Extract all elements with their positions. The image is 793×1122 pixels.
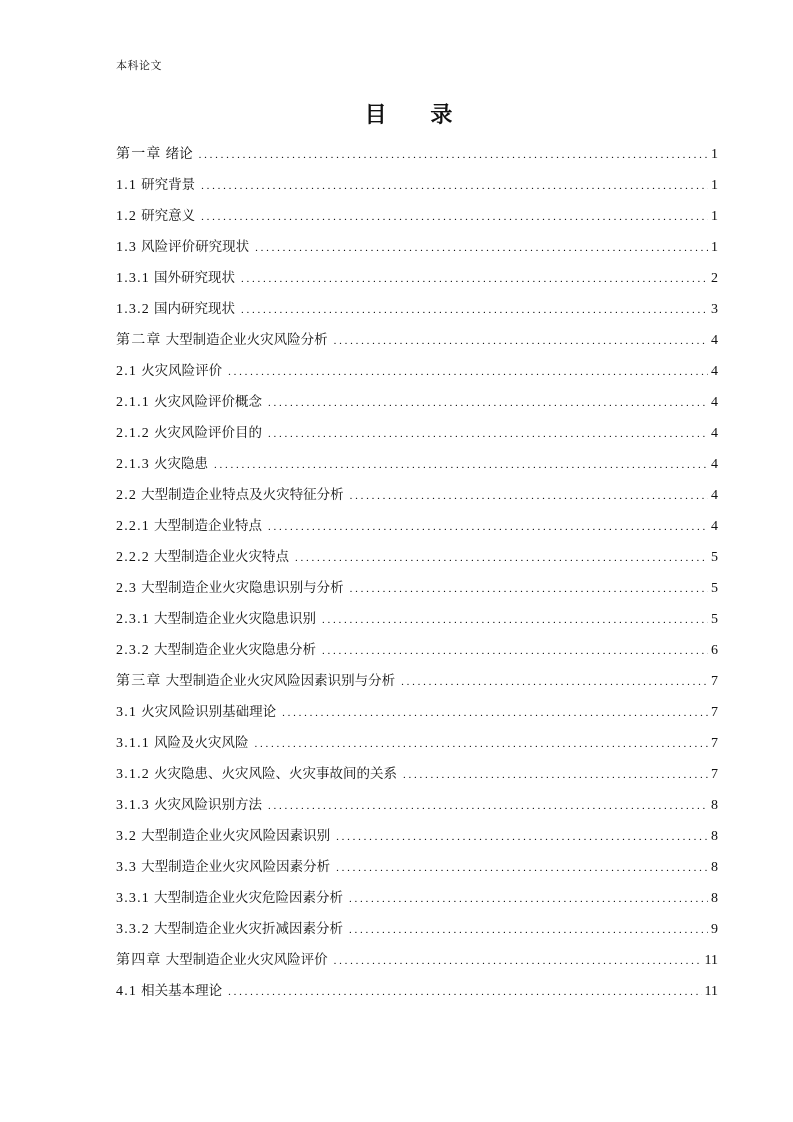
- toc-entry-page-number: 8: [711, 860, 718, 875]
- toc-entry-number: 2.3.1: [116, 612, 150, 627]
- toc-entry-page-number: 7: [711, 705, 718, 720]
- toc-entry-page-number: 9: [711, 922, 718, 937]
- toc-entry-page-number: 1: [711, 178, 718, 193]
- toc-entry-title: 大型制造企业火灾风险评价: [165, 952, 328, 968]
- toc-entry[interactable]: [116, 327, 718, 358]
- toc-entry-title: 大型制造企业火灾隐患识别与分析: [141, 580, 344, 596]
- toc-entry-page-number: 5: [711, 581, 718, 596]
- toc-dot-leader: [350, 575, 708, 603]
- toc-dot-leader: [349, 916, 708, 944]
- toc-dot-leader: [349, 885, 708, 913]
- toc-entry-number: 2.1.3: [116, 457, 150, 472]
- toc-entry[interactable]: [116, 637, 718, 668]
- toc-entry-page-number: 4: [711, 488, 718, 503]
- toc-entry-title: 国外研究现状: [154, 270, 235, 286]
- toc-entry[interactable]: [116, 451, 718, 482]
- toc-entry-title: 大型制造企业火灾折减因素分析: [154, 921, 343, 937]
- toc-entry-page-number: 1: [711, 147, 718, 162]
- toc-entry-number: 3.3.1: [116, 891, 150, 906]
- toc-entry[interactable]: [116, 513, 718, 544]
- toc-entry[interactable]: [116, 141, 718, 172]
- toc-dot-leader: [214, 451, 708, 479]
- toc-entry-title: 风险评价研究现状: [141, 239, 250, 255]
- toc-entry-number: 3.2: [116, 829, 138, 844]
- toc-entry-number: 2.3: [116, 581, 138, 596]
- toc-entry[interactable]: [116, 978, 718, 1009]
- toc-list: [116, 141, 718, 1009]
- toc-entry-title: 火灾风险评价概念: [154, 394, 262, 410]
- toc-entry[interactable]: [116, 265, 718, 296]
- toc-entry-title: 研究背景: [141, 177, 196, 193]
- toc-entry-number: 1.3.2: [116, 302, 150, 317]
- toc-entry[interactable]: [116, 544, 718, 575]
- toc-entry-number: 1.2: [116, 209, 138, 224]
- toc-dot-leader: [268, 792, 708, 820]
- toc-dot-leader: [322, 606, 708, 634]
- toc-dot-leader: [334, 947, 702, 975]
- toc-entry-title: 相关基本理论: [141, 983, 223, 999]
- toc-entry-number: 第二章: [116, 333, 162, 348]
- toc-entry-page-number: 4: [711, 519, 718, 534]
- toc-entry-number: 2.2: [116, 488, 138, 503]
- toc-entry-title: 火灾风险识别方法: [154, 797, 262, 813]
- toc-entry-page-number: 5: [711, 550, 718, 565]
- toc-entry-page-number: 1: [711, 240, 718, 255]
- toc-dot-leader: [201, 203, 708, 231]
- toc-dot-leader: [403, 761, 708, 789]
- toc-entry-number: 2.2.2: [116, 550, 150, 565]
- toc-entry-page-number: 11: [704, 984, 718, 999]
- toc-entry-title: 风险及火灾风险: [154, 735, 249, 751]
- toc-entry-title: 大型制造企业火灾风险因素识别与分析: [165, 673, 396, 689]
- toc-entry-page-number: 8: [711, 891, 718, 906]
- toc-entry[interactable]: [116, 854, 718, 885]
- toc-dot-leader: [322, 637, 708, 665]
- toc-entry-page-number: 7: [711, 736, 718, 751]
- toc-entry-title: 研究意义: [141, 208, 196, 224]
- toc-dot-leader: [334, 327, 708, 355]
- toc-entry[interactable]: [116, 389, 718, 420]
- toc-entry-page-number: 11: [704, 953, 718, 968]
- toc-entry-page-number: 6: [711, 643, 718, 658]
- toc-entry-number: 2.1.2: [116, 426, 150, 441]
- toc-entry[interactable]: [116, 947, 718, 978]
- toc-dot-leader: [282, 699, 708, 727]
- toc-entry-page-number: 7: [711, 674, 718, 689]
- toc-entry-page-number: 8: [711, 798, 718, 813]
- toc-entry-page-number: 7: [711, 767, 718, 782]
- toc-entry-page-number: 8: [711, 829, 718, 844]
- toc-dot-leader: [350, 482, 708, 510]
- toc-entry-number: 4.1: [116, 984, 138, 999]
- toc-entry-title: 大型制造企业火灾风险分析: [165, 332, 328, 348]
- toc-entry-title: 大型制造企业火灾危险因素分析: [154, 890, 343, 906]
- toc-entry-page-number: 5: [711, 612, 718, 627]
- toc-entry[interactable]: [116, 358, 718, 389]
- toc-entry[interactable]: [116, 234, 718, 265]
- toc-dot-leader: [336, 823, 708, 851]
- toc-entry-number: 3.1.2: [116, 767, 150, 782]
- toc-entry-number: 1.3: [116, 240, 138, 255]
- toc-entry-number: 3.1: [116, 705, 138, 720]
- toc-entry[interactable]: [116, 699, 718, 730]
- toc-entry-number: 1.3.1: [116, 271, 150, 286]
- toc-entry-title: 绪论: [165, 146, 193, 162]
- toc-title: 目 录: [364, 103, 471, 128]
- toc-entry-page-number: 4: [711, 457, 718, 472]
- toc-entry-title: 火灾隐患: [154, 456, 208, 472]
- toc-entry[interactable]: [116, 761, 718, 792]
- toc-entry-number: 3.3: [116, 860, 138, 875]
- toc-entry-number: 第三章: [116, 674, 162, 689]
- toc-entry[interactable]: [116, 606, 718, 637]
- toc-entry-number: 2.3.2: [116, 643, 150, 658]
- toc-entry-title: 火灾隐患、火灾风险、火灾事故间的关系: [154, 766, 397, 782]
- toc-dot-leader: [255, 730, 709, 758]
- toc-dot-leader: [268, 389, 708, 417]
- toc-entry-title: 大型制造企业火灾特点: [154, 549, 289, 565]
- toc-entry[interactable]: [116, 296, 718, 327]
- toc-dot-leader: [336, 854, 708, 882]
- toc-dot-leader: [241, 265, 708, 293]
- toc-entry-number: 3.1.1: [116, 736, 150, 751]
- toc-entry[interactable]: [116, 203, 718, 234]
- toc-dot-leader: [228, 358, 708, 386]
- toc-entry[interactable]: [116, 885, 718, 916]
- toc-entry[interactable]: [116, 730, 718, 761]
- toc-entry-page-number: 4: [711, 395, 718, 410]
- toc-dot-leader: [295, 544, 708, 572]
- toc-dot-leader: [241, 296, 708, 324]
- toc-entry-page-number: 2: [711, 271, 718, 286]
- toc-dot-leader: [255, 234, 708, 262]
- toc-entry-number: 2.1: [116, 364, 138, 379]
- toc-entry-title: 大型制造企业特点及火灾特征分析: [141, 487, 344, 503]
- toc-entry-page-number: 1: [711, 209, 718, 224]
- toc-entry-page-number: 4: [711, 364, 718, 379]
- toc-entry-page-number: 3: [711, 302, 718, 317]
- toc-entry[interactable]: [116, 668, 718, 699]
- toc-entry-title: 国内研究现状: [154, 301, 235, 317]
- toc-entry-page-number: 4: [711, 333, 718, 348]
- toc-entry-number: 第一章: [116, 147, 162, 162]
- toc-entry[interactable]: [116, 420, 718, 451]
- toc-entry-number: 第四章: [116, 953, 162, 968]
- toc-entry-number: 2.1.1: [116, 395, 150, 410]
- toc-dot-leader: [401, 668, 708, 696]
- toc-entry-number: 3.1.3: [116, 798, 150, 813]
- toc-entry-number: 1.1: [116, 178, 138, 193]
- toc-entry-page-number: 4: [711, 426, 718, 441]
- toc-entry-title: 大型制造企业火灾隐患识别: [154, 611, 316, 627]
- toc-dot-leader: [268, 513, 708, 541]
- toc-entry-title: 大型制造企业特点: [154, 518, 262, 534]
- toc-dot-leader: [201, 172, 708, 200]
- toc-entry-title: 火灾风险评价目的: [154, 425, 262, 441]
- toc-entry[interactable]: [116, 792, 718, 823]
- toc-entry[interactable]: [116, 916, 718, 947]
- toc-entry[interactable]: [116, 575, 718, 606]
- toc-entry-title: 火灾风险评价: [141, 363, 223, 379]
- running-header: 本科论文: [116, 59, 162, 72]
- toc-dot-leader: [199, 141, 708, 169]
- toc-entry-title: 大型制造企业火灾隐患分析: [154, 642, 316, 658]
- toc-entry[interactable]: [116, 172, 718, 203]
- toc-entry-title: 大型制造企业火灾风险因素识别: [141, 828, 331, 844]
- toc-entry-number: 3.3.2: [116, 922, 150, 937]
- toc-entry[interactable]: [116, 823, 718, 854]
- toc-dot-leader: [228, 978, 701, 1006]
- toc-dot-leader: [268, 420, 708, 448]
- toc-entry-number: 2.2.1: [116, 519, 150, 534]
- toc-entry-title: 大型制造企业火灾风险因素分析: [141, 859, 331, 875]
- toc-entry-title: 火灾风险识别基础理论: [141, 704, 277, 720]
- toc-entry[interactable]: [116, 482, 718, 513]
